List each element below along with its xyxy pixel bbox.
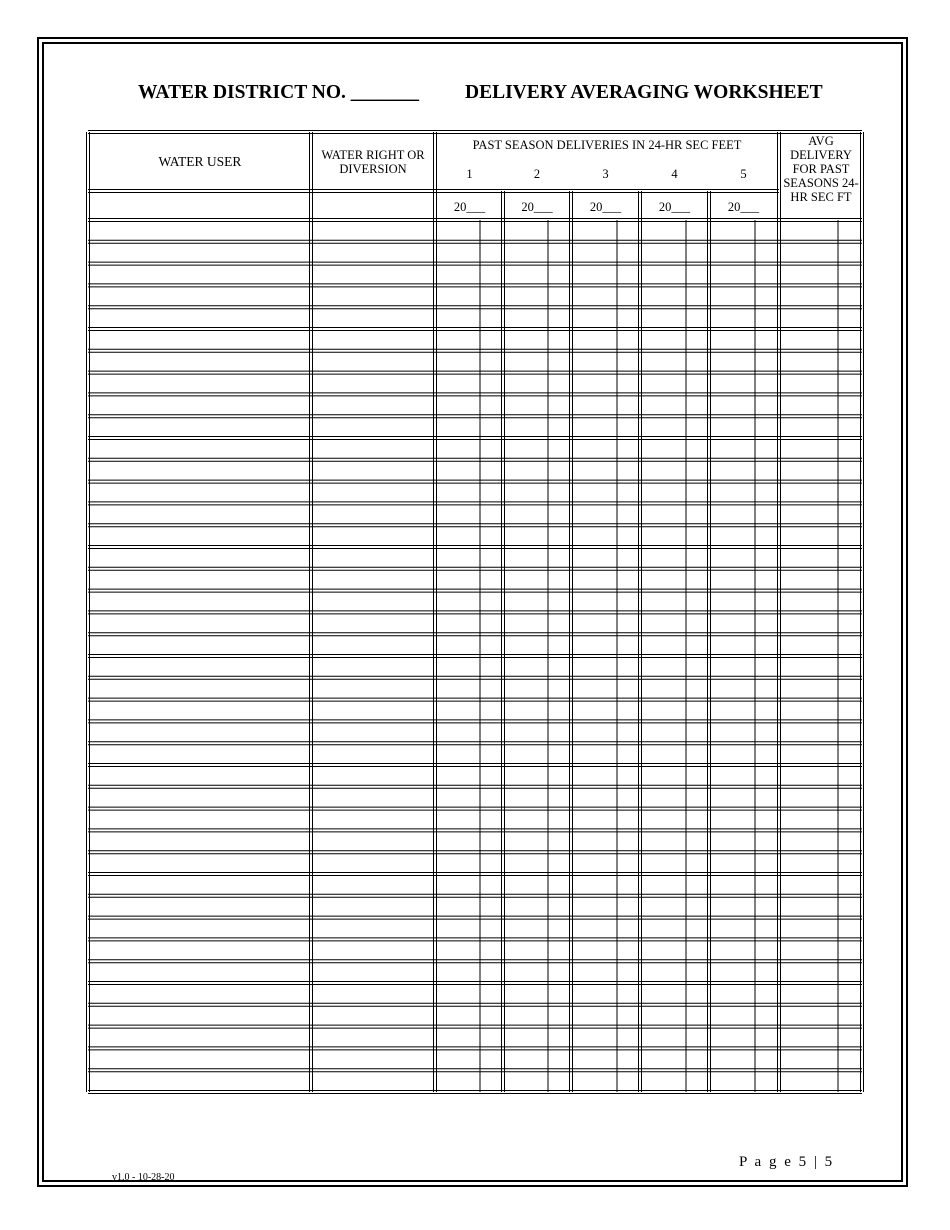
header-avg-delivery: AVG DELIVERY FOR PAST SEASONS 24-HR SEC FT [783, 134, 859, 204]
year-field-1[interactable]: 20___ [453, 200, 486, 214]
header-water-right: WATER RIGHT OR DIVERSION [321, 148, 425, 176]
header-water-user: WATER USER [158, 154, 242, 169]
year-field-2[interactable]: 20___ [521, 200, 553, 214]
district-title: WATER DISTRICT NO. _______ [138, 82, 419, 103]
season-number-4: 4 [671, 167, 678, 181]
season-number-2: 2 [533, 167, 541, 181]
year-field-4[interactable]: 20___ [658, 200, 691, 214]
year-field-5[interactable]: 20___ [727, 200, 760, 214]
year-field-3[interactable]: 20___ [589, 200, 622, 214]
worksheet-title: DELIVERY AVERAGING WORKSHEET [465, 82, 823, 103]
season-number-5: 5 [740, 167, 747, 181]
page-number: P a g e 5 | 5 [739, 1154, 835, 1170]
header-past-season: PAST SEASON DELIVERIES IN 24-HR SEC FEET [472, 138, 742, 152]
season-number-3: 3 [602, 167, 609, 181]
season-number-1: 1 [466, 167, 473, 181]
version-label: v1.0 - 10-28-20 [112, 1172, 175, 1183]
